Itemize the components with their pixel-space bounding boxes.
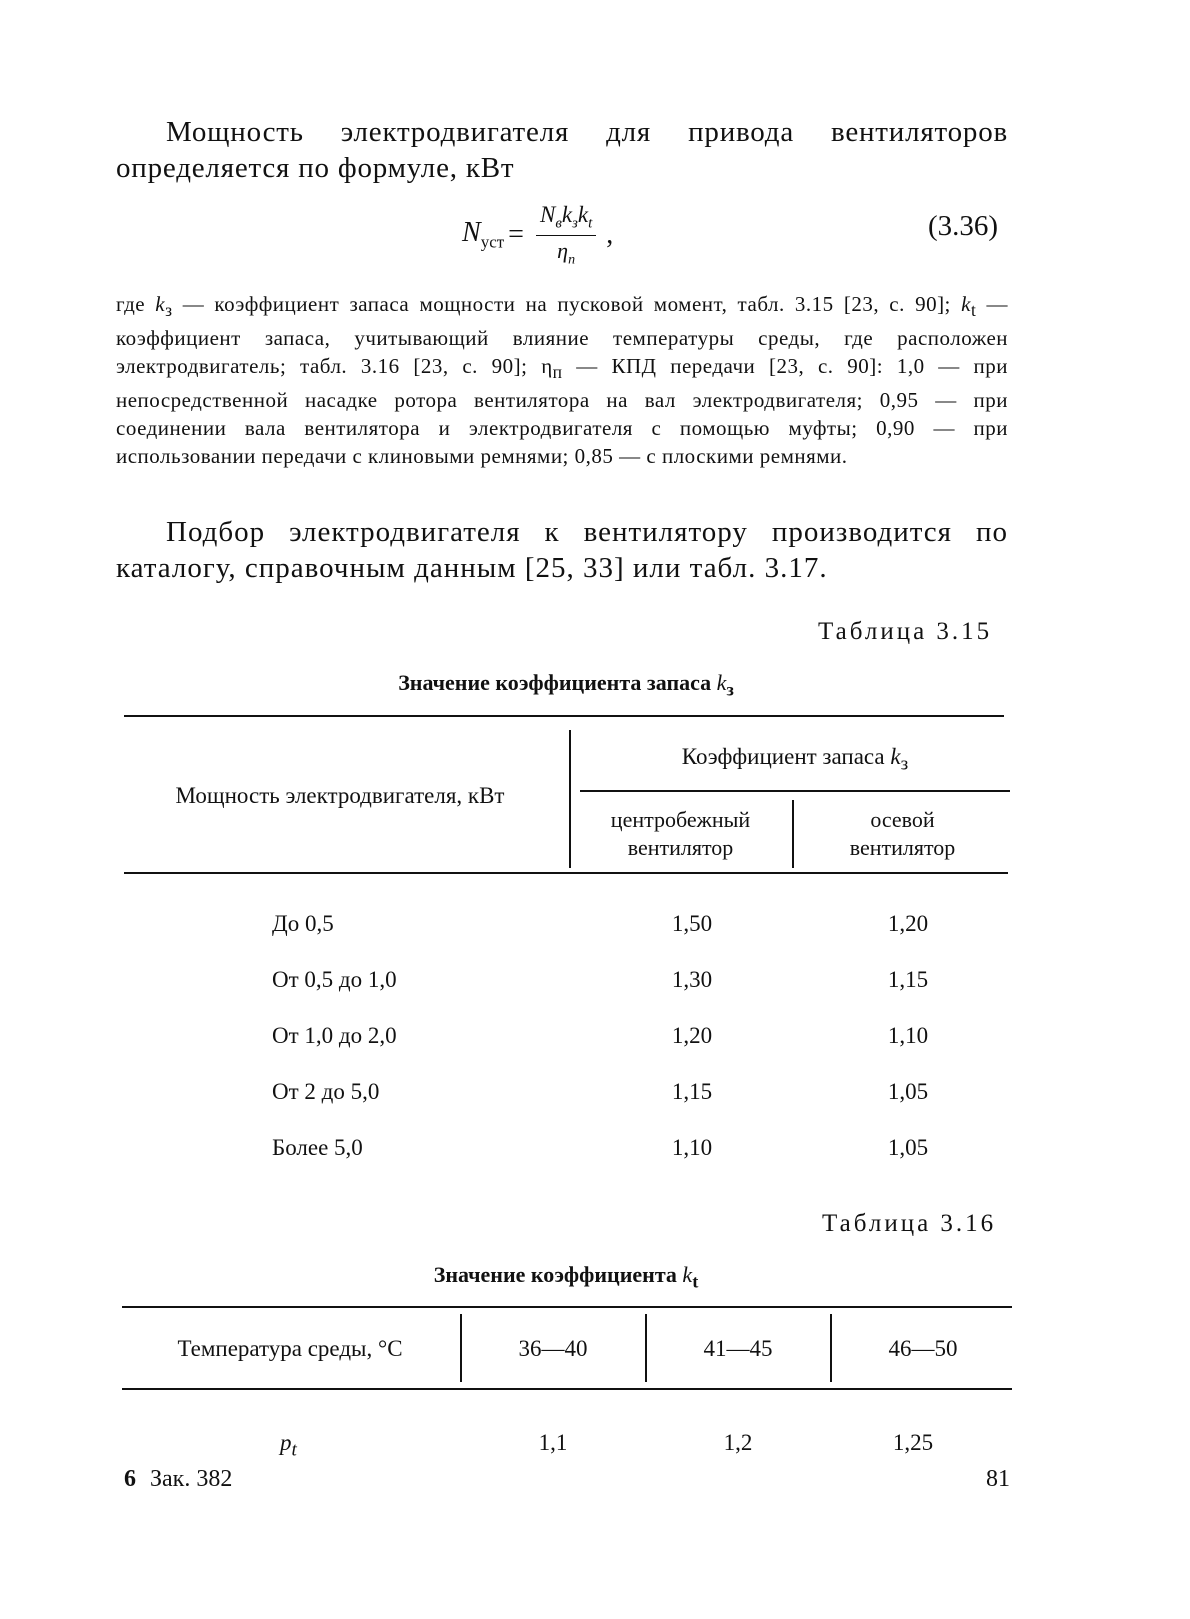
table-3-16-header-46-50: 46—50: [888, 1336, 958, 1361]
table-3-15-subcol-divider: [792, 800, 794, 868]
where-k3-sub: з: [165, 300, 173, 321]
footer-order: Зак. 382: [150, 1466, 233, 1492]
table-3-16-row-label: [280, 1430, 297, 1462]
table-3-16-header-41-45: 41—45: [703, 1336, 773, 1361]
group-header-k-sub: з: [900, 753, 909, 775]
subheader-centrifugal-line1: центробежный: [610, 807, 751, 832]
subheader-axial-line1: осевой: [870, 807, 935, 832]
table-cell-centrifugal: 1,50: [671, 911, 713, 936]
table-3-16-divider-2: [645, 1314, 647, 1382]
table-cell-centrifugal: 1,30: [671, 967, 713, 992]
where-eta-sub: п: [552, 362, 563, 383]
table-3-16-title-k: k: [682, 1262, 693, 1287]
where-part-4: — КПД передачи [23, с. 90]: 1,0 — при непосредственной насадке ротора вентилятора на вал электродвигателя; 0,95 — при соединении вала вентилятора и электродвигателя с помощью муфты; 0,90 — при использовании передачи с клиновыми ремнями; 0,85 — с плоскими ремнями.: [116, 354, 1008, 469]
table-3-15-title-k: k: [716, 670, 727, 695]
table-3-15-group-header: [585, 743, 1005, 779]
table-3-16-number: Таблица 3.16: [822, 1210, 997, 1237]
den-eta-sub: п: [568, 251, 576, 267]
table-3-16-cell: 1,1: [538, 1430, 568, 1455]
table-row-label: От 2 до 5,0: [272, 1079, 380, 1104]
page-number: 81: [986, 1466, 1010, 1492]
table-3-16-cell: 1,25: [892, 1430, 934, 1455]
row-label-p: p: [280, 1430, 292, 1455]
num-n: N: [539, 202, 556, 227]
den-eta: η: [557, 237, 569, 263]
table-row-label: До 0,5: [272, 911, 334, 936]
formula-numerator: [536, 202, 596, 236]
table-3-15-top-rule: [124, 715, 1004, 717]
where-part-1: где: [116, 292, 156, 316]
footer-print-info: [124, 1466, 232, 1493]
table-3-15-subheader-centrifugal: [578, 806, 783, 862]
group-header-k: k: [890, 744, 901, 769]
formula-3-36: [462, 200, 613, 270]
table-cell-centrifugal: 1,10: [671, 1135, 713, 1160]
num-k1-sub: з: [572, 215, 578, 232]
table-cell-axial: 1,05: [887, 1135, 929, 1160]
table-3-16-divider-3: [830, 1314, 832, 1382]
table-3-15-header-rule: [124, 872, 1008, 874]
selection-paragraph: Подбор электродвигателя к вентилятору производится по каталогу, справочным данным [25, 33] или табл. 3.17.: [116, 516, 1008, 584]
formula-denominator: [557, 236, 575, 268]
table-cell-axial: 1,10: [887, 1023, 929, 1048]
formula-lhs: [462, 217, 504, 253]
group-header-text: Коэффициент запаса: [681, 744, 891, 769]
table-row-label: Более 5,0: [272, 1135, 363, 1160]
table-3-16-cell: 1,2: [723, 1430, 753, 1455]
where-paragraph: [116, 290, 1008, 470]
where-eta: η: [541, 354, 553, 379]
table-3-15-subheader-axial: [800, 806, 1005, 862]
footer-sheet-number: 6: [124, 1466, 136, 1492]
intro-paragraph: Мощность электродвигателя для привода вентиляторов определяется по формуле, кВт: [116, 116, 1008, 184]
num-k2-sub: t: [588, 215, 593, 232]
table-3-15-col1-header: Мощность электродвигателя, кВт: [175, 783, 505, 808]
table-3-16-title-text: Значение коэффициента: [433, 1262, 683, 1287]
table-3-15-title-text: Значение коэффициента запаса: [398, 670, 717, 695]
table-3-15-title: [126, 670, 1006, 700]
formula-fraction: [536, 202, 596, 268]
where-kt-sub: t: [970, 300, 977, 321]
where-part-2: — коэффициент запаса мощности на пусковой момент, табл. 3.15 [23, с. 90];: [172, 292, 962, 316]
table-3-15-group-rule: [580, 790, 1010, 792]
table-3-16-header-36-40: 36—40: [518, 1336, 588, 1361]
table-3-16-header-label: Температура среды, °С: [177, 1336, 403, 1361]
table-3-15-number: Таблица 3.15: [818, 618, 993, 645]
table-3-16-top-rule: [122, 1306, 1012, 1308]
table-3-16-title-k-sub: t: [692, 1271, 699, 1292]
where-k3: k: [155, 292, 166, 316]
formula-equals: =: [508, 219, 524, 250]
table-row-label: От 0,5 до 1,0: [272, 967, 397, 992]
table-cell-centrifugal: 1,20: [671, 1023, 713, 1048]
num-k1: k: [561, 202, 573, 227]
table-3-16-header-rule: [122, 1388, 1012, 1390]
num-n-sub: в: [555, 215, 562, 232]
formula-lhs-symbol: N: [462, 217, 481, 249]
where-part-3: — коэффициент запаса, учитывающий влияние температуры среды, где расположен электродвигатель; табл. 3.16 [23, с. 90];: [116, 292, 1009, 379]
row-label-p-sub: t: [291, 1439, 297, 1461]
formula-lhs-subscript: уст: [480, 232, 505, 252]
formula-comma: ,: [606, 219, 614, 250]
table-cell-axial: 1,20: [887, 911, 929, 936]
table-row-label: От 1,0 до 2,0: [272, 1023, 397, 1048]
table-cell-axial: 1,05: [887, 1079, 929, 1104]
equation-number: (3.36): [928, 210, 999, 242]
where-kt: k: [961, 292, 971, 316]
table-3-16-divider-1: [460, 1314, 462, 1382]
num-k2: k: [577, 202, 589, 227]
table-cell-centrifugal: 1,15: [671, 1079, 713, 1104]
table-cell-axial: 1,15: [887, 967, 929, 992]
subheader-centrifugal-line2: вентилятор: [627, 835, 734, 860]
subheader-axial-line2: вентилятор: [849, 835, 956, 860]
table-3-15-col-divider: [569, 730, 571, 868]
table-3-15-title-k-sub: з: [726, 679, 734, 700]
table-3-16-title: [126, 1262, 1006, 1292]
